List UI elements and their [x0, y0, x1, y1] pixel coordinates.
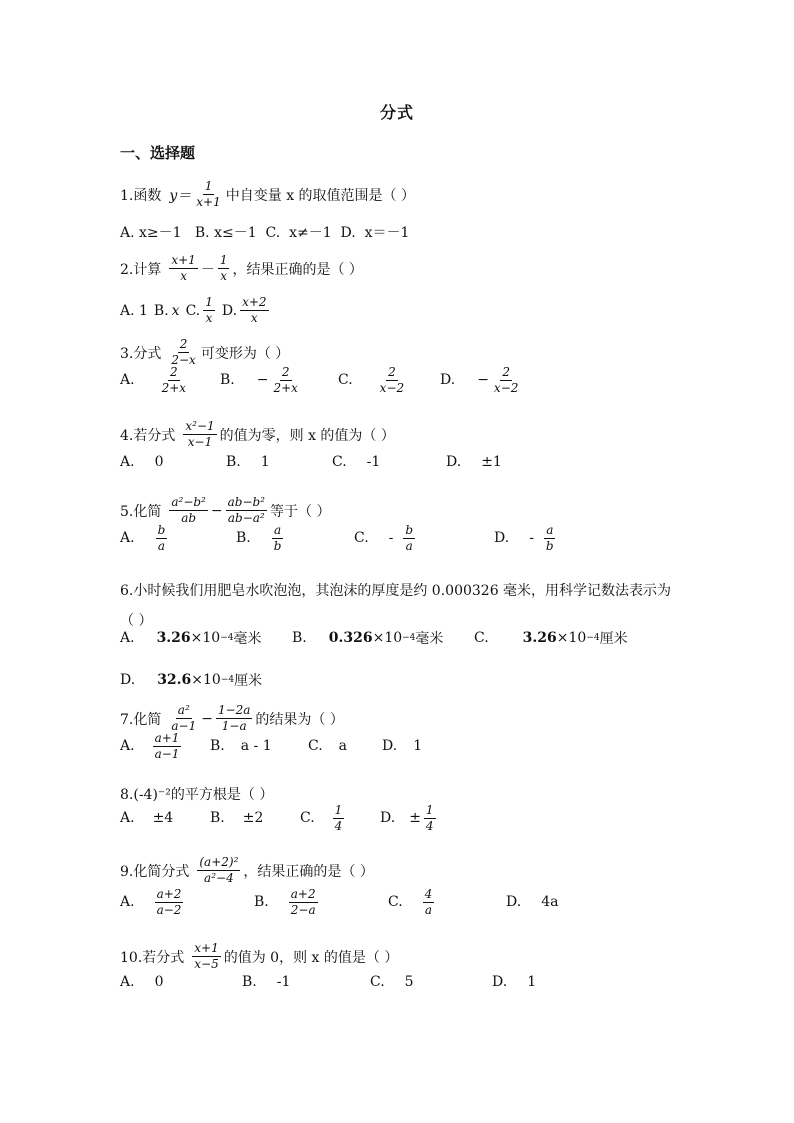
- q5-d-label: D.: [494, 530, 510, 546]
- q3-b-fraction: [271, 366, 299, 395]
- q4-option-a: [120, 454, 163, 470]
- page-title: 分式: [379, 103, 414, 122]
- q6-a-unit: 毫米: [233, 631, 262, 647]
- q9-option-b: [254, 888, 321, 917]
- q2-prefix: 2.计算: [120, 261, 162, 278]
- section-heading: 一、选择题: [120, 144, 196, 162]
- question-9: [120, 856, 374, 885]
- q5-a-num: b: [157, 522, 166, 537]
- q8-option-d: [380, 804, 439, 833]
- q3-a-den: 2+x: [161, 380, 187, 395]
- q9-c-label: C.: [388, 894, 403, 910]
- q5-b-den: b: [273, 538, 282, 553]
- q10-c-value: 5: [404, 974, 414, 990]
- q10-a-value: 0: [154, 974, 164, 990]
- q7-option-c: [308, 738, 347, 754]
- q7-a-label: A.: [120, 738, 135, 754]
- q4-c-label: C.: [332, 454, 347, 470]
- q7-b-value: a - 1: [240, 738, 272, 754]
- q7-minus: −: [201, 710, 213, 727]
- q5-option-a: [120, 524, 170, 553]
- q5-d-den: b: [545, 538, 554, 553]
- q3-d-num: 2: [502, 364, 510, 379]
- q7-f1-num: a²: [177, 703, 190, 717]
- q10-suffix: 的值为 0，则 x 的值是（ ）: [223, 949, 399, 966]
- q9-c-fraction: [423, 888, 435, 917]
- q9-d-label: D.: [506, 894, 522, 910]
- q8-d-num: 1: [425, 802, 434, 817]
- q7-option-b: [210, 738, 272, 754]
- q5-d-num: a: [546, 522, 554, 537]
- q4-c-value: -1: [366, 454, 381, 470]
- q6-c-coef: 3.26: [522, 630, 557, 646]
- q2-fraction-1: [169, 254, 197, 283]
- q3-b-den: 2+x: [273, 380, 298, 395]
- q9-b-den: 2−a: [290, 902, 316, 917]
- q4-d-label: D.: [446, 454, 462, 470]
- q7-option-a: [120, 732, 184, 761]
- q6-b-label: B.: [292, 630, 307, 646]
- q6-option-d: [120, 670, 262, 690]
- q3-a-fraction: [160, 366, 188, 395]
- q4-num: x²−1: [185, 419, 215, 433]
- q10-a-label: A.: [120, 974, 135, 990]
- q8-c-num: 1: [334, 802, 343, 817]
- q10-b-value: -1: [276, 974, 291, 990]
- q3-option-a: [120, 366, 191, 395]
- q6-d-exp: −4: [220, 675, 235, 685]
- q3-d-label: D.: [440, 372, 456, 388]
- q2-option-b-label: B.: [153, 302, 169, 319]
- q5-option-d: [494, 524, 559, 553]
- q1-fraction: [194, 180, 222, 209]
- q3-d-sign: −: [477, 372, 489, 388]
- q10-den: x−5: [194, 957, 219, 971]
- q4-den: x−1: [187, 435, 213, 449]
- q2-c-num: 1: [205, 295, 213, 309]
- q9-b-fraction: [289, 888, 318, 917]
- q3-fraction: [169, 338, 197, 367]
- q10-c-label: C.: [370, 974, 385, 990]
- q3-option-b: [220, 366, 303, 395]
- q1-lhs: y＝: [169, 187, 192, 204]
- q8-d-label: D.: [380, 810, 396, 826]
- q9-c-den: a: [424, 902, 433, 917]
- q5-c-fraction: [403, 524, 415, 553]
- question-8: 8.(-4)⁻²的平方根是（ ）: [120, 787, 274, 803]
- q7-c-value: a: [338, 738, 348, 754]
- q10-fraction: [192, 942, 220, 971]
- q7-a-den: a−1: [154, 746, 180, 761]
- q8-b-label: B.: [210, 810, 225, 826]
- q6-b-times: ×10: [372, 630, 403, 646]
- q2-f2-num: 1: [219, 253, 228, 267]
- q2-f1-num: x+1: [171, 253, 196, 267]
- q8-d-den: 4: [425, 818, 434, 833]
- q1-num: 1: [204, 179, 213, 193]
- q8-d-sign: ±: [409, 810, 421, 826]
- q10-option-d: [492, 974, 536, 990]
- q9-option-a: [120, 888, 186, 917]
- q6-a-exp: −4: [220, 633, 234, 643]
- q2-option-a: A. 1: [120, 302, 148, 319]
- q8-option-c: [300, 804, 347, 833]
- q5-prefix: 5.化简: [120, 503, 162, 520]
- q10-b-label: B.: [242, 974, 257, 990]
- q3-b-num: 2: [281, 364, 290, 379]
- q5-fraction-1: [169, 496, 208, 525]
- q6-b-coef: 0.326: [328, 630, 373, 646]
- q7-prefix: 7.化简: [120, 711, 162, 728]
- q2-d-num: x+2: [242, 295, 267, 309]
- q7-option-d: [382, 738, 422, 754]
- q10-num: x+1: [194, 941, 219, 955]
- q9-b-label: B.: [254, 894, 269, 910]
- q8-d-fraction: [424, 804, 436, 833]
- q7-d-value: 1: [413, 738, 423, 754]
- question-4: [120, 420, 395, 449]
- q2-d-den: x: [250, 311, 258, 325]
- q9-a-fraction: [155, 888, 184, 917]
- q6-b-unit: 毫米: [415, 631, 444, 647]
- q8-a-value: ±4: [152, 810, 174, 826]
- q6-a-label: A.: [120, 630, 135, 646]
- q3-option-c: [338, 366, 409, 395]
- q5-c-sign: -: [388, 530, 394, 546]
- q3-c-label: C.: [338, 372, 353, 388]
- q8-option-a: [120, 810, 173, 826]
- q5-a-fraction: [156, 524, 168, 553]
- q3-option-d: [440, 366, 523, 395]
- q3-a-label: A.: [120, 372, 135, 388]
- q9-num: (a+2)²: [199, 855, 239, 869]
- q5-f1-num: a²−b²: [171, 495, 206, 509]
- q9-a-den: a−2: [156, 902, 182, 917]
- q7-f1-den: a−1: [171, 719, 197, 733]
- q5-b-num: a: [274, 522, 282, 537]
- q2-fraction-2: [218, 254, 230, 283]
- question-7: [120, 704, 344, 733]
- q3-b-sign: −: [256, 372, 269, 388]
- q2-option-d-label: D.: [221, 302, 238, 319]
- q6-d-unit: 厘米: [234, 673, 263, 689]
- q10-d-label: D.: [492, 974, 508, 990]
- q10-option-a: [120, 974, 163, 990]
- q1-prefix: 1.函数: [120, 187, 162, 204]
- q5-option-c: [354, 524, 418, 553]
- q3-c-fraction: [378, 366, 406, 395]
- q6-d-label: D.: [120, 672, 136, 688]
- q4-d-value: ±1: [481, 454, 502, 470]
- q4-a-value: 0: [154, 454, 164, 470]
- q5-c-label: C.: [354, 530, 369, 546]
- q2-f2-den: x: [220, 269, 228, 283]
- q2-minus: －: [200, 261, 215, 278]
- q6-c-exp: −4: [586, 633, 600, 643]
- q3-c-den: x−2: [379, 380, 405, 395]
- q3-c-num: 2: [388, 364, 396, 379]
- q9-b-num: a+2: [290, 886, 316, 901]
- q4-suffix: 的值为零，则 x 的值为（ ）: [219, 427, 395, 444]
- q4-fraction: [183, 420, 216, 449]
- q8-a-label: A.: [120, 810, 135, 826]
- q7-f2-num: 1−2a: [217, 703, 251, 717]
- q3-b-label: B.: [220, 372, 235, 388]
- q10-prefix: 10.若分式: [120, 949, 185, 966]
- q6-a-times: ×10: [190, 630, 221, 646]
- q5-a-den: a: [157, 538, 165, 553]
- q7-b-label: B.: [210, 738, 225, 754]
- q5-d-sign: -: [529, 530, 534, 546]
- q6-options-row-2: [120, 670, 262, 690]
- q2-option-d-fraction: [240, 296, 268, 325]
- q2-f1-den: x: [180, 269, 187, 283]
- q6-c-times: ×10: [556, 630, 587, 646]
- q10-option-b: [242, 974, 290, 990]
- q2-c-den: x: [205, 311, 213, 325]
- q7-fraction-2: [216, 704, 252, 733]
- q5-f2-den: ab−a²: [227, 511, 265, 525]
- q5-a-label: A.: [120, 530, 135, 546]
- q3-den: 2−x: [171, 353, 196, 367]
- q4-option-b: [226, 454, 270, 470]
- q9-a-num: a+2: [156, 886, 182, 901]
- q9-option-d: [506, 894, 558, 910]
- q5-f2-num: ab−b²: [227, 495, 265, 509]
- q9-den: a²−4: [204, 871, 234, 885]
- q4-a-label: A.: [120, 454, 135, 470]
- q5-option-b: [236, 524, 286, 553]
- q6-a-coef: 3.26: [156, 630, 191, 646]
- q9-option-c: [388, 888, 437, 917]
- q1-den: x+1: [196, 195, 221, 209]
- q5-fraction-2: [226, 496, 267, 525]
- q6-option-c: [474, 628, 628, 648]
- q9-a-label: A.: [120, 894, 135, 910]
- q1-options: A. x≥－1 B. x≤－1 C. x≠－1 D. x＝－1: [120, 225, 410, 241]
- q6-c-label: C.: [474, 630, 489, 646]
- q8-option-b: [210, 810, 263, 826]
- q2-option-b-value: x: [171, 302, 180, 319]
- q6-c-unit: 厘米: [599, 631, 628, 647]
- q7-d-label: D.: [382, 738, 398, 754]
- q5-minus: −: [210, 502, 223, 519]
- q2-option-c-label: C.: [185, 302, 201, 319]
- q5-f1-den: ab: [181, 511, 197, 525]
- q6-d-times: ×10: [191, 672, 221, 688]
- q7-a-num: a+1: [154, 730, 180, 745]
- q6-d-coef: 32.6: [157, 672, 192, 688]
- q5-b-fraction: [272, 524, 284, 553]
- question-2: [120, 254, 363, 283]
- q4-option-d: [446, 454, 502, 470]
- question-1: [120, 180, 415, 209]
- q5-c-num: b: [405, 522, 414, 537]
- q3-suffix: 可变形为（ ）: [200, 345, 290, 362]
- q5-c-den: a: [405, 538, 413, 553]
- q4-option-c: [332, 454, 380, 470]
- q7-fraction-1: [169, 704, 198, 733]
- q7-a-fraction: [153, 732, 182, 761]
- q3-num: 2: [179, 337, 188, 351]
- q8-b-value: ±2: [242, 810, 264, 826]
- q4-b-value: 1: [260, 454, 270, 470]
- q3-d-den: x−2: [493, 380, 519, 395]
- q6-b-exp: −4: [402, 633, 416, 643]
- q10-option-c: [370, 974, 414, 990]
- q8-c-fraction: [333, 804, 345, 833]
- q6-option-b: [292, 628, 443, 648]
- q8-c-label: C.: [300, 810, 315, 826]
- q2-options: [120, 296, 272, 325]
- q3-d-fraction: [492, 366, 520, 395]
- q6-option-a: [120, 628, 262, 648]
- q8-c-den: 4: [334, 818, 343, 833]
- q7-suffix: 的结果为（ ）: [255, 711, 344, 728]
- q5-d-fraction: [544, 524, 556, 553]
- q7-f2-den: 1−a: [221, 719, 247, 733]
- q9-fraction: [197, 856, 240, 885]
- q9-d-value: 4a: [541, 894, 559, 910]
- q5-suffix: 等于（ ）: [270, 503, 331, 520]
- q9-prefix: 9.化简分式: [120, 863, 190, 880]
- question-3: [120, 338, 289, 367]
- q9-suffix: ，结果正确的是（ ）: [243, 863, 374, 880]
- question-6: 6.小时候我们用肥皂水吹泡泡，其泡沫的厚度是约 0.000326 毫米，用科学记数法表示为（ ）: [120, 583, 672, 629]
- q10-d-value: 1: [527, 974, 537, 990]
- q3-prefix: 3.分式: [120, 345, 162, 362]
- q2-option-c-fraction: [203, 296, 215, 325]
- q1-suffix: 中自变量 x 的取值范围是（ ）: [225, 187, 415, 204]
- q5-b-label: B.: [236, 530, 251, 546]
- q7-c-label: C.: [308, 738, 323, 754]
- q9-c-num: 4: [424, 886, 433, 901]
- q4-b-label: B.: [226, 454, 241, 470]
- question-10: [120, 942, 398, 971]
- q3-a-num: 2: [169, 364, 178, 379]
- q2-suffix: ，结果正确的是（ ）: [232, 261, 363, 278]
- q4-prefix: 4.若分式: [120, 427, 176, 444]
- question-5: [120, 496, 330, 525]
